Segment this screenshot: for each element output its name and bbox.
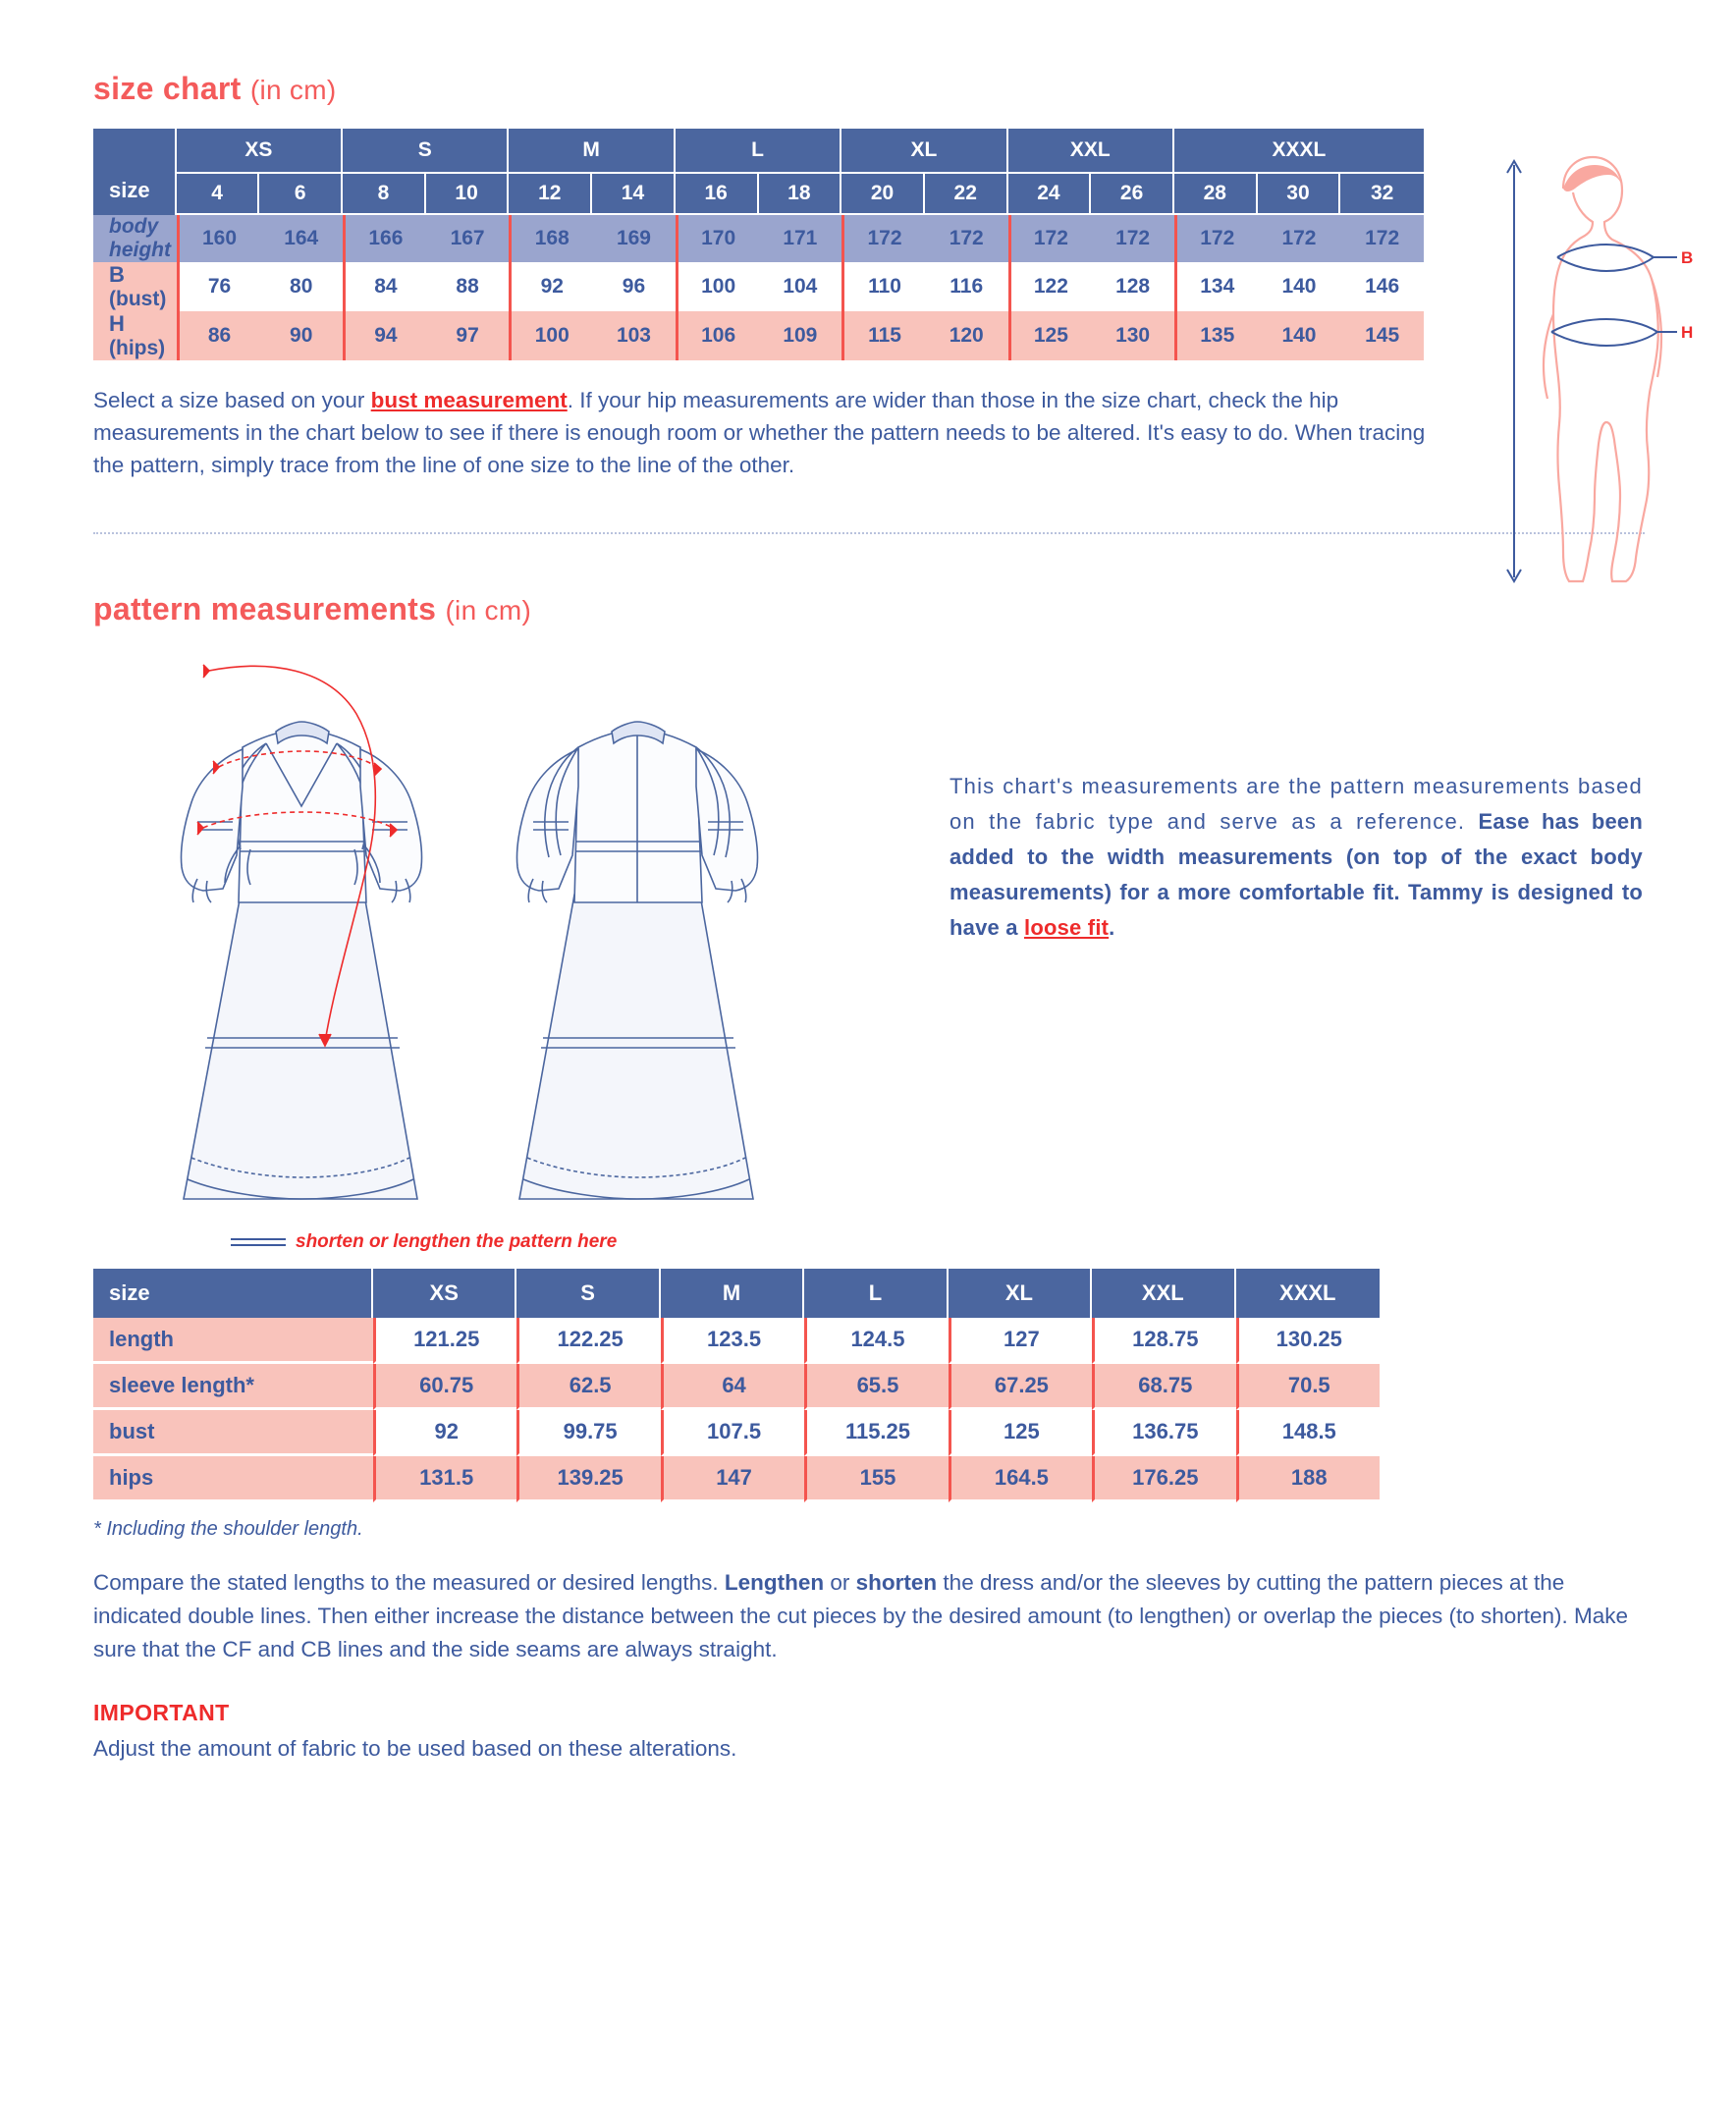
cell-bust-28: 134 — [1174, 262, 1258, 311]
dress-front-back-svg — [93, 649, 938, 1219]
cell-hips-24: 125 — [1008, 311, 1092, 360]
important-text: Adjust the amount of fabric to be used based on these alterations. — [93, 1736, 737, 1761]
cell-bust-18: 104 — [783, 275, 818, 298]
cell-height-18: 171 — [783, 227, 818, 249]
dress-technical-drawings — [93, 649, 938, 1253]
pm-length-xs: 121.25 — [373, 1318, 516, 1364]
size-number-8: 8 — [343, 174, 426, 215]
size-number-24: 24 — [1008, 174, 1092, 215]
cell-bust-6: 80 — [290, 275, 313, 298]
legend-label: shorten or lengthen the pattern here — [296, 1231, 618, 1252]
pm-bust-xxxl: 148.5 — [1236, 1410, 1380, 1456]
pm-sleeve-l: 65.5 — [804, 1364, 948, 1410]
cell-height-12: 168 — [509, 215, 592, 262]
note-text-after: . If your hip measurements are wider than those in the size chart, check the hip measurements in the chart below to see if there is enough room or whether the pattern needs to be altered. It's easy to do. When tracing the pattern, simply trace from the line of one size to the line of the other. — [93, 388, 1426, 477]
sleeve-footnote: * Including the shoulder length. — [93, 1518, 363, 1540]
pm-sleeve-m: 64 — [661, 1364, 804, 1410]
pm-col-xxl: XXL — [1092, 1269, 1235, 1318]
size-number-26: 26 — [1091, 174, 1174, 215]
pm-hips-xxxl: 188 — [1236, 1456, 1380, 1502]
cell-height-4: 160 — [177, 215, 260, 262]
dress-front-view — [181, 722, 421, 1199]
pattern-measurements-title — [93, 591, 1643, 627]
pm-length-l: 124.5 — [804, 1318, 948, 1364]
size-chart-table — [93, 129, 1424, 360]
pm-bust-xl: 125 — [949, 1410, 1092, 1456]
double-line-icon — [231, 1236, 286, 1248]
table-row — [93, 1410, 1380, 1456]
pm-col-m: M — [661, 1269, 804, 1318]
cell-hips-10: 97 — [456, 324, 479, 347]
size-group-s: S — [343, 129, 509, 174]
instructions-part1: Compare the stated lengths to the measured or desired lengths. — [93, 1570, 725, 1595]
cell-height-26: 172 — [1115, 227, 1151, 249]
size-number-28: 28 — [1174, 174, 1258, 215]
pm-row-label-hips: hips — [93, 1456, 373, 1502]
pm-col-xl: XL — [949, 1269, 1092, 1318]
table-row — [93, 311, 1424, 360]
pm-length-xl: 127 — [949, 1318, 1092, 1364]
size-group-xxl: XXL — [1008, 129, 1174, 174]
pm-sleeve-xl: 67.25 — [949, 1364, 1092, 1410]
pm-header-row — [93, 1269, 1380, 1318]
pm-hips-xl: 164.5 — [949, 1456, 1092, 1502]
pm-sleeve-s: 62.5 — [516, 1364, 660, 1410]
size-number-30: 30 — [1258, 174, 1341, 215]
instructions-or: or — [824, 1570, 856, 1595]
cell-bust-8: 84 — [343, 262, 426, 311]
pm-sleeve-xs: 60.75 — [373, 1364, 516, 1410]
pm-col-s: S — [516, 1269, 660, 1318]
height-arrow-icon — [1507, 161, 1521, 581]
side-note-bold: Ease has been added to the width measurements (on top of the exact body measurements) for a more comfortable fit. Tammy is designed to have a — [949, 809, 1643, 940]
bust-label: B — [1681, 248, 1694, 267]
pattern-side-note — [938, 649, 1643, 946]
size-number-20: 20 — [841, 174, 925, 215]
table-row — [93, 215, 1424, 262]
cell-bust-16: 100 — [676, 262, 759, 311]
size-group-xs: XS — [177, 129, 343, 174]
size-number-6: 6 — [259, 174, 343, 215]
size-number-10: 10 — [426, 174, 510, 215]
cell-hips-22: 120 — [949, 324, 984, 347]
size-chart-corner-label: size — [93, 129, 177, 215]
pm-hips-m: 147 — [661, 1456, 804, 1502]
cell-height-32: 172 — [1365, 227, 1400, 249]
size-group-m: M — [509, 129, 675, 174]
size-group-xxxl: XXXL — [1174, 129, 1424, 174]
pm-sleeve-xxxl: 70.5 — [1236, 1364, 1380, 1410]
size-chart-note — [93, 384, 1434, 481]
cell-bust-4: 76 — [177, 262, 260, 311]
bust-word: (bust) — [109, 288, 167, 310]
size-chart-title — [93, 71, 1643, 107]
dress-back-view — [516, 722, 757, 1199]
pm-hips-s: 139.25 — [516, 1456, 660, 1502]
table-row — [93, 1364, 1380, 1410]
pm-sleeve-xxl: 68.75 — [1092, 1364, 1235, 1410]
pm-col-xs: XS — [373, 1269, 516, 1318]
size-chart-section — [93, 0, 1643, 481]
important-heading: IMPORTANT — [93, 1700, 230, 1725]
shorten-link[interactable]: shorten — [855, 1570, 938, 1595]
size-chart-title-text: size chart — [93, 71, 242, 106]
female-body-outline — [1544, 157, 1661, 581]
table-row — [93, 262, 1424, 311]
cell-bust-26: 128 — [1115, 275, 1151, 298]
cell-height-8: 166 — [343, 215, 426, 262]
pm-bust-xs: 92 — [373, 1410, 516, 1456]
size-chart-head — [93, 129, 1424, 215]
cell-height-28: 172 — [1174, 215, 1258, 262]
cell-hips-4: 86 — [177, 311, 260, 360]
silhouette-svg — [1502, 145, 1699, 597]
pm-length-xxxl: 130.25 — [1236, 1318, 1380, 1364]
size-chart-unit: (in cm) — [249, 75, 337, 105]
pm-row-label-sleeve-length: sleeve length* — [93, 1364, 373, 1410]
note-text-before: Select a size based on your — [93, 388, 371, 412]
pm-bust-m: 107.5 — [661, 1410, 804, 1456]
pm-length-s: 122.25 — [516, 1318, 660, 1364]
pm-bust-l: 115.25 — [804, 1410, 948, 1456]
cell-height-20: 172 — [841, 215, 925, 262]
pm-col-l: L — [804, 1269, 948, 1318]
pm-col-xxxl: XXXL — [1236, 1269, 1380, 1318]
cell-height-24: 172 — [1008, 215, 1092, 262]
alteration-instructions — [93, 1566, 1655, 1666]
size-number-18: 18 — [759, 174, 842, 215]
cell-hips-30: 140 — [1281, 324, 1317, 347]
size-number-14: 14 — [592, 174, 676, 215]
pm-length-m: 123.5 — [661, 1318, 804, 1364]
cell-bust-20: 110 — [841, 262, 925, 311]
cell-bust-10: 88 — [456, 275, 479, 298]
table-row — [93, 1318, 1380, 1364]
pm-bust-s: 99.75 — [516, 1410, 660, 1456]
pm-hips-l: 155 — [804, 1456, 948, 1502]
pattern-measurements-table — [93, 1269, 1380, 1502]
size-number-12: 12 — [509, 174, 592, 215]
cell-height-30: 172 — [1281, 227, 1317, 249]
side-note-part1: This chart's measurements are the pattern measurements based on the fabric type and serve as a reference. — [949, 774, 1643, 834]
size-number-16: 16 — [676, 174, 759, 215]
hips-label: H — [1681, 323, 1694, 342]
pm-size-label: size — [93, 1269, 373, 1318]
cell-height-14: 169 — [616, 227, 651, 249]
pattern-title-unit: (in cm) — [445, 595, 532, 626]
note-bust-measurement-link[interactable]: bust measurement — [370, 388, 568, 412]
section-divider — [93, 532, 1645, 534]
pm-row-label-length: length — [93, 1318, 373, 1364]
pm-bust-xxl: 136.75 — [1092, 1410, 1235, 1456]
side-note-end: . — [1109, 915, 1115, 940]
size-number-4: 4 — [177, 174, 260, 215]
instructions-part2: the dress and/or the sleeves by cutting the pattern pieces at the indicated double lines. Then either increase the distance between the cut pieces by the desired amount (to lengthen) or overlap the pieces (to shorten). Make sure that the CF and CB lines and the side seams are always straight. — [93, 1570, 1629, 1661]
loose-fit-link[interactable]: loose fit — [1024, 915, 1110, 940]
pm-body — [93, 1318, 1380, 1502]
size-chart-group-row — [93, 129, 1424, 174]
cell-hips-8: 94 — [343, 311, 426, 360]
pm-hips-xxl: 176.25 — [1092, 1456, 1235, 1502]
bust-measure-line — [1557, 245, 1677, 271]
cell-hips-26: 130 — [1115, 324, 1151, 347]
cell-bust-32: 146 — [1365, 275, 1400, 298]
shorten-lengthen-legend — [231, 1231, 938, 1253]
cell-bust-30: 140 — [1281, 275, 1317, 298]
cell-bust-14: 96 — [622, 275, 646, 298]
cell-hips-32: 145 — [1365, 324, 1400, 347]
size-number-32: 32 — [1340, 174, 1424, 215]
cell-hips-18: 109 — [783, 324, 818, 347]
cell-hips-6: 90 — [290, 324, 313, 347]
pm-head — [93, 1269, 1380, 1318]
cell-hips-12: 100 — [509, 311, 592, 360]
pattern-illustration-row — [93, 649, 1643, 1253]
cell-hips-16: 106 — [676, 311, 759, 360]
row-label-body-height: body height — [93, 215, 177, 262]
hips-letter: H — [109, 311, 125, 336]
cell-height-10: 167 — [450, 227, 485, 249]
pm-hips-xs: 131.5 — [373, 1456, 516, 1502]
lengthen-link[interactable]: Lengthen — [724, 1570, 825, 1595]
hips-word: (hips) — [109, 337, 166, 359]
cell-height-16: 170 — [676, 215, 759, 262]
cell-hips-14: 103 — [616, 324, 651, 347]
body-silhouette-figure — [1502, 145, 1694, 607]
table-row — [93, 1456, 1380, 1502]
row-label-bust — [93, 262, 177, 311]
size-group-l: L — [676, 129, 841, 174]
size-number-22: 22 — [925, 174, 1008, 215]
bust-letter: B — [109, 262, 125, 287]
cell-bust-12: 92 — [509, 262, 592, 311]
size-chart-number-row — [93, 174, 1424, 215]
pm-row-label-bust: bust — [93, 1410, 373, 1456]
size-chart-body — [93, 215, 1424, 360]
cell-bust-24: 122 — [1008, 262, 1092, 311]
pattern-title-text: pattern measurements — [93, 591, 437, 626]
cell-hips-28: 135 — [1174, 311, 1258, 360]
size-group-xl: XL — [841, 129, 1007, 174]
cell-height-6: 164 — [284, 227, 319, 249]
cell-bust-22: 116 — [949, 275, 984, 298]
cell-hips-20: 115 — [841, 311, 925, 360]
pattern-measurements-section — [93, 591, 1643, 1762]
cell-height-22: 172 — [949, 227, 984, 249]
pm-length-xxl: 128.75 — [1092, 1318, 1235, 1364]
row-label-hips — [93, 311, 177, 360]
